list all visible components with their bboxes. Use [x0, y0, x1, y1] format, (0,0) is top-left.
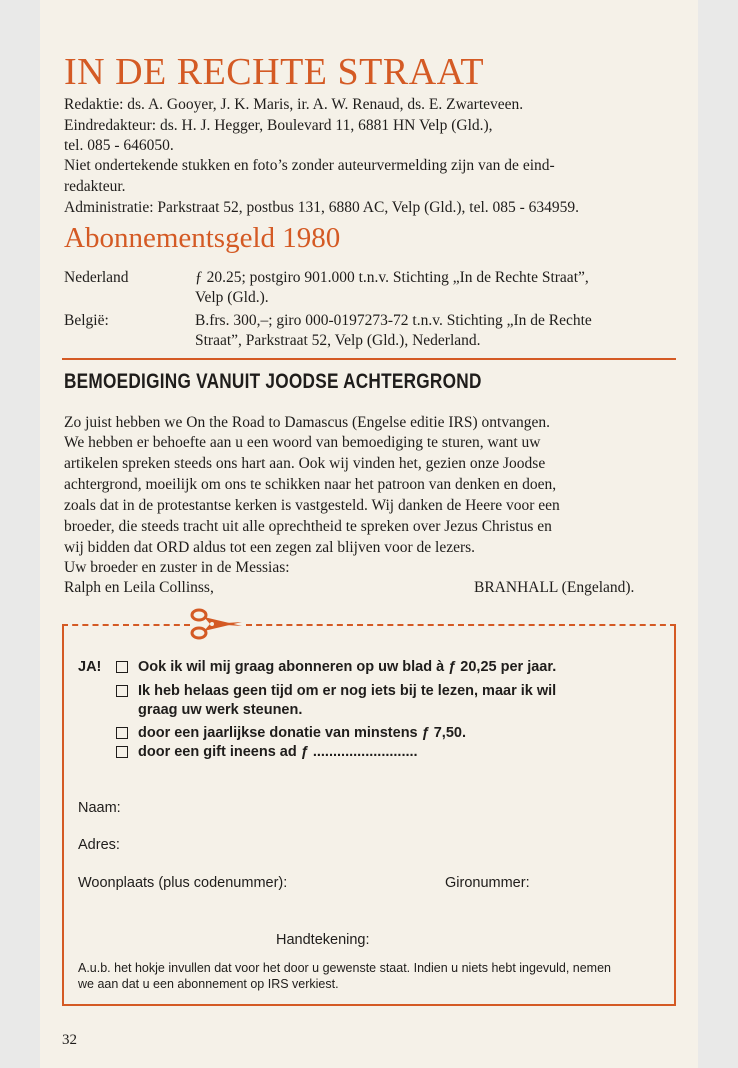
- country-belgie: België:: [64, 312, 109, 329]
- magazine-title: IN DE RECHTE STRAAT: [64, 51, 485, 93]
- signature-names: Ralph en Leila Collinss,: [64, 579, 214, 596]
- handtekening-field[interactable]: Handtekening:: [276, 932, 370, 948]
- option-donation: door een jaarlijkse donatie van minstens ƒ 7,50.: [138, 725, 466, 741]
- article-line: Zo juist hebben we On the Road to Damascus (Engelse editie IRS) ontvangen.: [64, 414, 550, 431]
- article-line: broeder, die steeds tracht uit alle oprechtheid te spreken over Jezus Christus en: [64, 518, 552, 535]
- naam-field[interactable]: Naam:: [78, 800, 121, 816]
- magazine-page: [40, 0, 698, 1068]
- checkbox-gift[interactable]: [116, 746, 128, 758]
- gironummer-field[interactable]: Gironummer:: [445, 875, 530, 891]
- masthead-line: redakteur.: [64, 178, 126, 195]
- article-line: We hebben er behoefte aan u een woord van bemoediging te sturen, want uw: [64, 434, 541, 451]
- article-line: wij bidden dat ORD aldus tot een zegen zal blijven voor de lezers.: [64, 539, 476, 556]
- masthead-line: Niet ondertekende stukken en foto’s zonder auteurvermelding zijn van de eind-: [64, 157, 555, 174]
- checkbox-support[interactable]: [116, 685, 128, 697]
- article-heading: BEMOEDIGING VANUIT JOODSE ACHTERGROND: [64, 370, 482, 393]
- option-support: Ik heb helaas geen tijd om er nog iets bij te lezen, maar ik wil: [138, 683, 557, 699]
- page-number: 32: [62, 1032, 77, 1048]
- administration-line: [64, 198, 579, 217]
- adres-field[interactable]: Adres:: [78, 837, 120, 853]
- masthead-line: tel. 085 - 646050.: [64, 137, 174, 154]
- option-support-cont: graag uw werk steunen.: [138, 702, 303, 718]
- price-line: B.frs. 300,–; giro 000-0197273-72 t.n.v. Stichting „In de Rechte: [195, 312, 592, 329]
- subscription-title: Abonnementsgeld 1980: [64, 222, 341, 254]
- option-subscribe: Ook ik wil mij graag abonneren op uw blad à ƒ 20,25 per jaar.: [138, 659, 557, 675]
- price-line: ƒ 20.25; postgiro 901.000 t.n.v. Stichting „In de Rechte Straat”,: [195, 269, 589, 286]
- form-footnote: [78, 960, 611, 992]
- article-line: artikelen spreken steeds ons hart aan. Ook wij vinden het, gezien onze Joodse: [64, 455, 546, 472]
- masthead-line: Redaktie: ds. A. Gooyer, J. K. Maris, ir. A. W. Renaud, ds. E. Zwarteveen.: [64, 96, 524, 113]
- signature-location: BRANHALL (Engeland).: [474, 579, 635, 596]
- article-line: zoals dat in de protestantse kerken is vastgesteld. Wij danken de Heere voor een: [64, 497, 560, 514]
- masthead-line: Eindredakteur: ds. H. J. Hegger, Boulevard 11, 6881 HN Velp (Gld.),: [64, 117, 493, 134]
- price-line: Straat”, Parkstraat 52, Velp (Gld.), Nederland.: [195, 332, 481, 349]
- ja-label: JA!: [78, 659, 102, 675]
- woonplaats-field[interactable]: Woonplaats (plus codenummer):: [78, 875, 288, 891]
- section-divider: [62, 358, 676, 360]
- option-gift: door een gift ineens ad ƒ ..........................: [138, 744, 418, 760]
- administration-text: Parkstraat 52, postbus 131, 6880 AC, Velp (Gld.), tel. 085 - 634959.: [157, 199, 580, 216]
- footnote-line: we aan dat u een abonnement op IRS verkiest.: [78, 977, 339, 991]
- checkbox-subscribe[interactable]: [116, 661, 128, 673]
- article-line: achtergrond, moeilijk om ons te schikken naar het patroon van denken en doen,: [64, 476, 557, 493]
- footnote-line: A.u.b. het hokje invullen dat voor het door u gewenste staat. Indien u niets hebt ingevuld, nemen: [78, 961, 611, 975]
- administration-label: Administratie:: [64, 199, 154, 216]
- price-line: Velp (Gld.).: [195, 289, 269, 306]
- checkbox-donation[interactable]: [116, 727, 128, 739]
- article-line: Uw broeder en zuster in de Messias:: [64, 559, 290, 576]
- country-nederland: Nederland: [64, 269, 129, 286]
